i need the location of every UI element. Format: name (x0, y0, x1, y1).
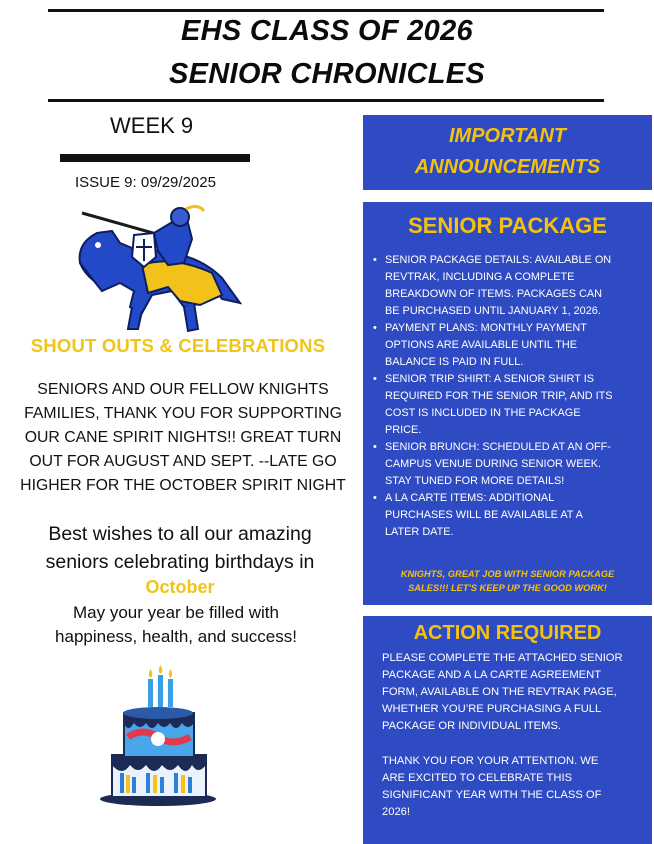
issue-date: ISSUE 9: 09/29/2025 (75, 174, 216, 191)
birthday-line: seniors celebrating birthdays in (45, 551, 315, 573)
kudos-line: KNIGHTS, GREAT JOB WITH SENIOR PACKAGE (400, 569, 615, 579)
list-item-line: COST IS INCLUDED IN THE PACKAGE (385, 407, 581, 419)
list-item (373, 371, 654, 439)
kudos-line: SALES!!! LET'S KEEP UP THE GOOD WORK! (408, 583, 607, 593)
action-line: ARE EXCITED TO CELEBRATE THIS (382, 772, 573, 784)
list-item-line: REVTRAK, INCLUDING A COMPLETE (385, 271, 575, 283)
birthday-line: Best wishes to all our amazing (48, 523, 312, 545)
senior-package-panel (363, 202, 652, 605)
action-required-heading: ACTION REQUIRED (413, 622, 602, 644)
birthday-month: October (145, 577, 215, 597)
action-instructions (382, 650, 644, 735)
action-line: 2026! (382, 806, 410, 818)
birthday-message (0, 520, 360, 598)
birthday-wish (0, 601, 352, 649)
shoutouts-line: HIGHER FOR THE OCTOBER SPIRIT NIGHT (20, 477, 346, 494)
week-label: WEEK 9 (110, 113, 194, 138)
week-underline (60, 154, 250, 162)
announcements-banner (363, 115, 652, 190)
list-item-line: REQUIRED FOR THE SENIOR TRIP, AND ITS (385, 390, 613, 402)
wish-line: May your year be filled with (73, 603, 279, 622)
list-item (373, 320, 654, 371)
bullet-icon: • (373, 254, 377, 266)
action-line: WHETHER YOU’RE PURCHASING A FULL (382, 703, 602, 715)
action-line: SIGNIFICANT YEAR WITH THE CLASS OF (382, 789, 602, 801)
list-item-line: PURCHASES WILL BE AVAILABLE AT A (385, 509, 583, 521)
newsletter-title-line2: SENIOR CHRONICLES (168, 58, 486, 90)
list-item-line: SENIOR BRUNCH: SCHEDULED AT AN OFF- (385, 441, 611, 453)
list-item-line: BALANCE IS PAID IN FULL. (385, 356, 524, 368)
list-item-line: BREAKDOWN OF ITEMS. PACKAGES CAN (385, 288, 603, 300)
list-item-line: CAMPUS VENUE DURING SENIOR WEEK. (385, 458, 602, 470)
list-item-line: PAYMENT PLANS: MONTHLY PAYMENT (385, 322, 587, 334)
action-thanks (382, 753, 644, 821)
list-item-line: OPTIONS ARE AVAILABLE UNTIL THE (385, 339, 578, 351)
bullet-icon: • (373, 492, 377, 504)
action-line: FORM, AVAILABLE ON THE REVTRAK PAGE, (382, 686, 617, 698)
list-item-line: STAY TUNED FOR MORE DETAILS! (385, 475, 565, 487)
announcements-heading-line: ANNOUNCEMENTS (414, 156, 601, 178)
newsletter-title-line1: EHS CLASS OF 2026 (181, 15, 473, 47)
list-item-line: LATER DATE. (385, 526, 454, 538)
action-required-panel (363, 616, 652, 844)
list-item-line: PRICE. (385, 424, 422, 436)
shoutouts-line: OUR CANE SPIRIT NIGHTS!! GREAT TURN (24, 429, 342, 446)
shoutouts-heading: SHOUT OUTS & CELEBRATIONS (30, 335, 326, 356)
announcements-heading-line: IMPORTANT (448, 125, 567, 147)
list-item (373, 252, 654, 320)
list-item (373, 490, 654, 541)
shoutouts-line: FAMILIES, THANK YOU FOR SUPPORTING (24, 405, 342, 422)
header-bottom-rule (48, 99, 604, 102)
list-item-line: A LA CARTE ITEMS: ADDITIONAL (385, 492, 555, 504)
birthday-cake-icon (98, 665, 218, 807)
list-item (373, 439, 654, 490)
senior-package-heading: SENIOR PACKAGE (408, 213, 607, 238)
knight-mascot-logo (72, 203, 252, 335)
shoutouts-line: OUT FOR AUGUST AND SEPT. --LATE GO (29, 453, 337, 470)
action-line: PACKAGE AND A LA CARTE AGREEMENT (382, 669, 602, 681)
top-rule (48, 9, 604, 12)
action-line: PLEASE COMPLETE THE ATTACHED SENIOR (382, 652, 623, 664)
bullet-icon: • (373, 373, 377, 385)
shoutouts-line: SENIORS AND OUR FELLOW KNIGHTS (37, 381, 329, 398)
announcements-heading (363, 121, 652, 183)
package-kudos (363, 567, 652, 595)
bullet-icon: • (373, 322, 377, 334)
wish-line: happiness, health, and success! (55, 627, 297, 646)
shoutouts-body (10, 378, 356, 498)
action-line: PACKAGE OR INDIVIDUAL ITEMS. (382, 720, 562, 732)
action-line: THANK YOU FOR YOUR ATTENTION. WE (382, 755, 599, 767)
senior-package-list (371, 252, 654, 541)
list-item-line: BE PURCHASED UNTIL JANUARY 1, 2026. (385, 305, 601, 317)
list-item-line: SENIOR PACKAGE DETAILS: AVAILABLE ON (385, 254, 612, 266)
list-item-line: SENIOR TRIP SHIRT: A SENIOR SHIRT IS (385, 373, 594, 385)
bullet-icon: • (373, 441, 377, 453)
